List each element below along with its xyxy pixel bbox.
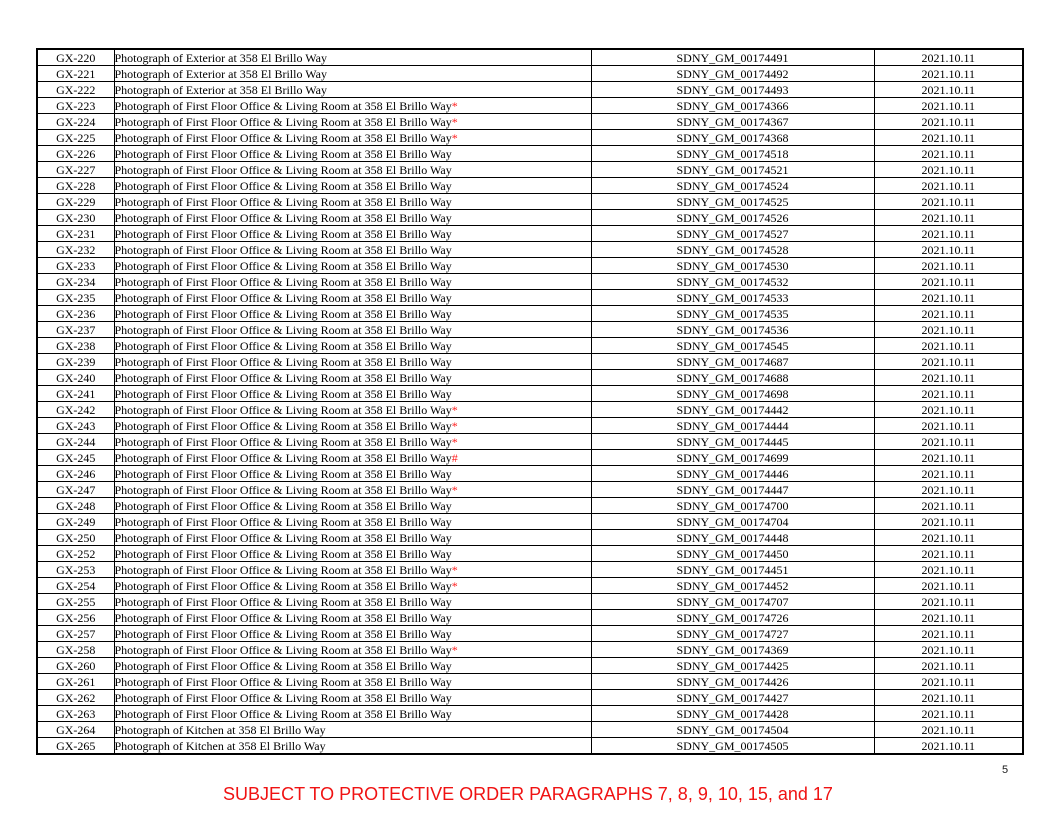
exhibit-id-cell: GX-221 bbox=[37, 66, 114, 82]
exhibit-id-cell: GX-244 bbox=[37, 434, 114, 450]
bates-number-cell: SDNY_GM_00174504 bbox=[591, 722, 874, 738]
table-row bbox=[37, 642, 1023, 658]
bates-number-cell: SDNY_GM_00174700 bbox=[591, 498, 874, 514]
description-cell bbox=[114, 642, 591, 658]
description-cell bbox=[114, 530, 591, 546]
date-cell: 2021.10.11 bbox=[874, 210, 1023, 226]
description-cell bbox=[114, 49, 591, 66]
table-row bbox=[37, 626, 1023, 642]
date-cell: 2021.10.11 bbox=[874, 178, 1023, 194]
description-text: Photograph of First Floor Office & Living Room at 358 El Brillo Way bbox=[114, 370, 452, 385]
table-row bbox=[37, 530, 1023, 546]
description-cell bbox=[114, 386, 591, 402]
table-row bbox=[37, 466, 1023, 482]
description-text: Photograph of First Floor Office & Living Room at 358 El Brillo Way bbox=[114, 674, 452, 689]
bates-number-cell: SDNY_GM_00174442 bbox=[591, 402, 874, 418]
exhibit-id-cell: GX-258 bbox=[37, 642, 114, 658]
description-text: Photograph of First Floor Office & Living Room at 358 El Brillo Way bbox=[114, 194, 452, 209]
exhibit-id-cell: GX-226 bbox=[37, 146, 114, 162]
bates-number-cell: SDNY_GM_00174536 bbox=[591, 322, 874, 338]
bates-number-cell: SDNY_GM_00174446 bbox=[591, 466, 874, 482]
description-text: Photograph of First Floor Office & Living Room at 358 El Brillo Way bbox=[114, 258, 452, 273]
description-text: Photograph of First Floor Office & Living Room at 358 El Brillo Way bbox=[114, 706, 452, 721]
description-text: Photograph of First Floor Office & Living Room at 358 El Brillo Way bbox=[114, 114, 452, 129]
bates-number-cell: SDNY_GM_00174521 bbox=[591, 162, 874, 178]
bates-number-cell: SDNY_GM_00174535 bbox=[591, 306, 874, 322]
description-text: Photograph of First Floor Office & Living Room at 358 El Brillo Way bbox=[114, 466, 452, 481]
table-row bbox=[37, 690, 1023, 706]
bates-number-cell: SDNY_GM_00174492 bbox=[591, 66, 874, 82]
bates-number-cell: SDNY_GM_00174532 bbox=[591, 274, 874, 290]
description-cell bbox=[114, 82, 591, 98]
description-text: Photograph of First Floor Office & Living Room at 358 El Brillo Way bbox=[114, 242, 452, 257]
description-cell bbox=[114, 306, 591, 322]
description-text: Photograph of Exterior at 358 El Brillo Way bbox=[114, 50, 327, 65]
date-cell: 2021.10.11 bbox=[874, 130, 1023, 146]
exhibit-id-cell: GX-231 bbox=[37, 226, 114, 242]
description-text: Photograph of First Floor Office & Living Room at 358 El Brillo Way bbox=[114, 226, 452, 241]
table-row bbox=[37, 49, 1023, 66]
table-row bbox=[37, 594, 1023, 610]
date-cell: 2021.10.11 bbox=[874, 226, 1023, 242]
description-text: Photograph of First Floor Office & Living Room at 358 El Brillo Way bbox=[114, 610, 452, 625]
description-cell bbox=[114, 258, 591, 274]
description-cell bbox=[114, 562, 591, 578]
description-cell bbox=[114, 162, 591, 178]
exhibit-id-cell: GX-237 bbox=[37, 322, 114, 338]
description-text: Photograph of First Floor Office & Living Room at 358 El Brillo Way bbox=[114, 498, 452, 513]
description-cell bbox=[114, 722, 591, 738]
bates-number-cell: SDNY_GM_00174427 bbox=[591, 690, 874, 706]
exhibit-id-cell: GX-262 bbox=[37, 690, 114, 706]
description-cell bbox=[114, 690, 591, 706]
date-cell: 2021.10.11 bbox=[874, 738, 1023, 755]
date-cell: 2021.10.11 bbox=[874, 690, 1023, 706]
table-row bbox=[37, 322, 1023, 338]
table-row bbox=[37, 418, 1023, 434]
description-cell bbox=[114, 626, 591, 642]
date-cell: 2021.10.11 bbox=[874, 498, 1023, 514]
table-row bbox=[37, 210, 1023, 226]
exhibit-id-cell: GX-254 bbox=[37, 578, 114, 594]
description-text: Photograph of First Floor Office & Living Room at 358 El Brillo Way bbox=[114, 130, 452, 145]
date-cell: 2021.10.11 bbox=[874, 146, 1023, 162]
bates-number-cell: SDNY_GM_00174727 bbox=[591, 626, 874, 642]
footnote-mark: * bbox=[451, 482, 458, 497]
description-text: Photograph of First Floor Office & Living Room at 358 El Brillo Way bbox=[114, 290, 452, 305]
description-cell bbox=[114, 594, 591, 610]
exhibit-id-cell: GX-228 bbox=[37, 178, 114, 194]
bates-number-cell: SDNY_GM_00174688 bbox=[591, 370, 874, 386]
description-cell bbox=[114, 338, 591, 354]
description-cell bbox=[114, 482, 591, 498]
table-row bbox=[37, 610, 1023, 626]
description-text: Photograph of Exterior at 358 El Brillo Way bbox=[114, 66, 327, 81]
exhibit-id-cell: GX-232 bbox=[37, 242, 114, 258]
description-cell bbox=[114, 738, 591, 755]
description-text: Photograph of First Floor Office & Living Room at 358 El Brillo Way bbox=[114, 658, 452, 673]
bates-number-cell: SDNY_GM_00174493 bbox=[591, 82, 874, 98]
exhibit-id-cell: GX-242 bbox=[37, 402, 114, 418]
description-cell bbox=[114, 514, 591, 530]
description-cell bbox=[114, 466, 591, 482]
description-text: Photograph of First Floor Office & Living Room at 358 El Brillo Way bbox=[114, 594, 452, 609]
date-cell: 2021.10.11 bbox=[874, 722, 1023, 738]
date-cell: 2021.10.11 bbox=[874, 466, 1023, 482]
table-row bbox=[37, 194, 1023, 210]
exhibit-id-cell: GX-234 bbox=[37, 274, 114, 290]
bates-number-cell: SDNY_GM_00174448 bbox=[591, 530, 874, 546]
date-cell: 2021.10.11 bbox=[874, 162, 1023, 178]
exhibit-id-cell: GX-246 bbox=[37, 466, 114, 482]
date-cell: 2021.10.11 bbox=[874, 674, 1023, 690]
description-text: Photograph of First Floor Office & Living Room at 358 El Brillo Way bbox=[114, 642, 452, 657]
bates-number-cell: SDNY_GM_00174445 bbox=[591, 434, 874, 450]
date-cell: 2021.10.11 bbox=[874, 546, 1023, 562]
date-cell: 2021.10.11 bbox=[874, 338, 1023, 354]
bates-number-cell: SDNY_GM_00174428 bbox=[591, 706, 874, 722]
exhibit-id-cell: GX-241 bbox=[37, 386, 114, 402]
footnote-mark: * bbox=[451, 418, 458, 433]
date-cell: 2021.10.11 bbox=[874, 66, 1023, 82]
description-cell bbox=[114, 402, 591, 418]
description-cell bbox=[114, 66, 591, 82]
footnote-mark: # bbox=[451, 450, 458, 465]
date-cell: 2021.10.11 bbox=[874, 306, 1023, 322]
date-cell: 2021.10.11 bbox=[874, 610, 1023, 626]
exhibit-id-cell: GX-261 bbox=[37, 674, 114, 690]
bates-number-cell: SDNY_GM_00174450 bbox=[591, 546, 874, 562]
bates-number-cell: SDNY_GM_00174524 bbox=[591, 178, 874, 194]
exhibit-id-cell: GX-239 bbox=[37, 354, 114, 370]
date-cell: 2021.10.11 bbox=[874, 354, 1023, 370]
description-text: Photograph of First Floor Office & Living Room at 358 El Brillo Way bbox=[114, 418, 452, 433]
exhibit-id-cell: GX-220 bbox=[37, 49, 114, 66]
bates-number-cell: SDNY_GM_00174505 bbox=[591, 738, 874, 755]
bates-number-cell: SDNY_GM_00174699 bbox=[591, 450, 874, 466]
table-row bbox=[37, 338, 1023, 354]
description-text: Photograph of Kitchen at 358 El Brillo Way bbox=[114, 738, 326, 753]
table-row bbox=[37, 354, 1023, 370]
exhibit-id-cell: GX-222 bbox=[37, 82, 114, 98]
date-cell: 2021.10.11 bbox=[874, 530, 1023, 546]
table-row bbox=[37, 674, 1023, 690]
bates-number-cell: SDNY_GM_00174707 bbox=[591, 594, 874, 610]
bates-number-cell: SDNY_GM_00174698 bbox=[591, 386, 874, 402]
bates-number-cell: SDNY_GM_00174452 bbox=[591, 578, 874, 594]
description-cell bbox=[114, 546, 591, 562]
description-cell bbox=[114, 674, 591, 690]
description-text: Photograph of First Floor Office & Living Room at 358 El Brillo Way bbox=[114, 690, 452, 705]
table-row bbox=[37, 178, 1023, 194]
description-text: Photograph of First Floor Office & Living Room at 358 El Brillo Way bbox=[114, 354, 452, 369]
protective-order-notice: SUBJECT TO PROTECTIVE ORDER PARAGRAPHS 7, 8, 9, 10, 15, and 17 bbox=[223, 784, 833, 804]
date-cell: 2021.10.11 bbox=[874, 434, 1023, 450]
exhibit-id-cell: GX-240 bbox=[37, 370, 114, 386]
bates-number-cell: SDNY_GM_00174447 bbox=[591, 482, 874, 498]
date-cell: 2021.10.11 bbox=[874, 370, 1023, 386]
description-text: Photograph of First Floor Office & Living Room at 358 El Brillo Way bbox=[114, 546, 452, 561]
table-row bbox=[37, 226, 1023, 242]
table-row bbox=[37, 274, 1023, 290]
exhibit-id-cell: GX-260 bbox=[37, 658, 114, 674]
bates-number-cell: SDNY_GM_00174368 bbox=[591, 130, 874, 146]
exhibit-id-cell: GX-264 bbox=[37, 722, 114, 738]
description-cell bbox=[114, 194, 591, 210]
exhibit-id-cell: GX-265 bbox=[37, 738, 114, 755]
table-row bbox=[37, 482, 1023, 498]
page-number: 5 bbox=[1001, 764, 1009, 776]
description-text: Photograph of First Floor Office & Living Room at 358 El Brillo Way bbox=[114, 162, 452, 177]
date-cell: 2021.10.11 bbox=[874, 274, 1023, 290]
description-cell bbox=[114, 370, 591, 386]
footnote-mark: * bbox=[451, 130, 458, 145]
description-text: Photograph of First Floor Office & Living Room at 358 El Brillo Way bbox=[114, 146, 452, 161]
footnote-mark: * bbox=[451, 562, 458, 577]
bates-number-cell: SDNY_GM_00174518 bbox=[591, 146, 874, 162]
footnote-mark: * bbox=[451, 642, 458, 657]
exhibit-id-cell: GX-229 bbox=[37, 194, 114, 210]
table-row bbox=[37, 114, 1023, 130]
exhibit-table-body bbox=[37, 49, 1023, 754]
footnote-mark: * bbox=[451, 434, 458, 449]
bates-number-cell: SDNY_GM_00174530 bbox=[591, 258, 874, 274]
table-row bbox=[37, 306, 1023, 322]
date-cell: 2021.10.11 bbox=[874, 49, 1023, 66]
table-row bbox=[37, 162, 1023, 178]
table-row bbox=[37, 706, 1023, 722]
description-text: Photograph of Kitchen at 358 El Brillo Way bbox=[114, 722, 326, 737]
table-row bbox=[37, 738, 1023, 755]
description-cell bbox=[114, 498, 591, 514]
description-text: Photograph of First Floor Office & Living Room at 358 El Brillo Way bbox=[114, 530, 452, 545]
exhibit-id-cell: GX-225 bbox=[37, 130, 114, 146]
description-text: Photograph of First Floor Office & Living Room at 358 El Brillo Way bbox=[114, 402, 452, 417]
date-cell: 2021.10.11 bbox=[874, 642, 1023, 658]
table-row bbox=[37, 514, 1023, 530]
description-cell bbox=[114, 450, 591, 466]
description-cell bbox=[114, 354, 591, 370]
table-row bbox=[37, 386, 1023, 402]
exhibit-id-cell: GX-243 bbox=[37, 418, 114, 434]
exhibit-id-cell: GX-227 bbox=[37, 162, 114, 178]
date-cell: 2021.10.11 bbox=[874, 658, 1023, 674]
date-cell: 2021.10.11 bbox=[874, 562, 1023, 578]
date-cell: 2021.10.11 bbox=[874, 290, 1023, 306]
date-cell: 2021.10.11 bbox=[874, 82, 1023, 98]
table-row bbox=[37, 450, 1023, 466]
footnote-mark: * bbox=[451, 578, 458, 593]
bates-number-cell: SDNY_GM_00174525 bbox=[591, 194, 874, 210]
description-text: Photograph of First Floor Office & Living Room at 358 El Brillo Way bbox=[114, 98, 452, 113]
table-row bbox=[37, 434, 1023, 450]
date-cell: 2021.10.11 bbox=[874, 386, 1023, 402]
table-row bbox=[37, 498, 1023, 514]
description-cell bbox=[114, 658, 591, 674]
footnote-mark: * bbox=[451, 402, 458, 417]
exhibit-id-cell: GX-223 bbox=[37, 98, 114, 114]
date-cell: 2021.10.11 bbox=[874, 450, 1023, 466]
description-text: Photograph of First Floor Office & Living Room at 358 El Brillo Way bbox=[114, 482, 452, 497]
date-cell: 2021.10.11 bbox=[874, 322, 1023, 338]
date-cell: 2021.10.11 bbox=[874, 114, 1023, 130]
description-text: Photograph of First Floor Office & Living Room at 358 El Brillo Way bbox=[114, 322, 452, 337]
description-text: Photograph of First Floor Office & Living Room at 358 El Brillo Way bbox=[114, 562, 452, 577]
table-row bbox=[37, 130, 1023, 146]
exhibit-id-cell: GX-253 bbox=[37, 562, 114, 578]
date-cell: 2021.10.11 bbox=[874, 418, 1023, 434]
description-text: Photograph of First Floor Office & Living Room at 358 El Brillo Way bbox=[114, 626, 452, 641]
table-row bbox=[37, 242, 1023, 258]
description-cell bbox=[114, 610, 591, 626]
exhibit-id-cell: GX-238 bbox=[37, 338, 114, 354]
exhibit-id-cell: GX-250 bbox=[37, 530, 114, 546]
description-text: Photograph of First Floor Office & Living Room at 358 El Brillo Way bbox=[114, 434, 452, 449]
description-text: Photograph of First Floor Office & Living Room at 358 El Brillo Way bbox=[114, 386, 452, 401]
bates-number-cell: SDNY_GM_00174704 bbox=[591, 514, 874, 530]
date-cell: 2021.10.11 bbox=[874, 482, 1023, 498]
description-cell bbox=[114, 226, 591, 242]
exhibit-id-cell: GX-236 bbox=[37, 306, 114, 322]
footnote-mark: * bbox=[451, 114, 458, 129]
bates-number-cell: SDNY_GM_00174366 bbox=[591, 98, 874, 114]
bates-number-cell: SDNY_GM_00174369 bbox=[591, 642, 874, 658]
date-cell: 2021.10.11 bbox=[874, 258, 1023, 274]
description-text: Photograph of First Floor Office & Living Room at 358 El Brillo Way bbox=[114, 514, 452, 529]
table-row bbox=[37, 258, 1023, 274]
bates-number-cell: SDNY_GM_00174491 bbox=[591, 49, 874, 66]
bates-number-cell: SDNY_GM_00174545 bbox=[591, 338, 874, 354]
bates-number-cell: SDNY_GM_00174444 bbox=[591, 418, 874, 434]
date-cell: 2021.10.11 bbox=[874, 194, 1023, 210]
date-cell: 2021.10.11 bbox=[874, 578, 1023, 594]
description-cell bbox=[114, 114, 591, 130]
exhibit-id-cell: GX-263 bbox=[37, 706, 114, 722]
table-row bbox=[37, 370, 1023, 386]
bates-number-cell: SDNY_GM_00174426 bbox=[591, 674, 874, 690]
description-text: Photograph of First Floor Office & Living Room at 358 El Brillo Way bbox=[114, 450, 452, 465]
bates-number-cell: SDNY_GM_00174687 bbox=[591, 354, 874, 370]
description-cell bbox=[114, 146, 591, 162]
description-cell bbox=[114, 274, 591, 290]
bates-number-cell: SDNY_GM_00174367 bbox=[591, 114, 874, 130]
exhibit-id-cell: GX-235 bbox=[37, 290, 114, 306]
description-text: Photograph of Exterior at 358 El Brillo Way bbox=[114, 82, 327, 97]
description-cell bbox=[114, 290, 591, 306]
bates-number-cell: SDNY_GM_00174526 bbox=[591, 210, 874, 226]
description-text: Photograph of First Floor Office & Living Room at 358 El Brillo Way bbox=[114, 178, 452, 193]
bates-number-cell: SDNY_GM_00174726 bbox=[591, 610, 874, 626]
description-cell bbox=[114, 706, 591, 722]
exhibit-id-cell: GX-224 bbox=[37, 114, 114, 130]
table-row bbox=[37, 562, 1023, 578]
description-cell bbox=[114, 242, 591, 258]
date-cell: 2021.10.11 bbox=[874, 98, 1023, 114]
date-cell: 2021.10.11 bbox=[874, 706, 1023, 722]
date-cell: 2021.10.11 bbox=[874, 626, 1023, 642]
bates-number-cell: SDNY_GM_00174425 bbox=[591, 658, 874, 674]
table-row bbox=[37, 402, 1023, 418]
bates-number-cell: SDNY_GM_00174527 bbox=[591, 226, 874, 242]
table-row bbox=[37, 658, 1023, 674]
description-cell bbox=[114, 578, 591, 594]
table-row bbox=[37, 146, 1023, 162]
exhibit-id-cell: GX-245 bbox=[37, 450, 114, 466]
description-text: Photograph of First Floor Office & Living Room at 358 El Brillo Way bbox=[114, 578, 452, 593]
exhibit-id-cell: GX-257 bbox=[37, 626, 114, 642]
exhibit-id-cell: GX-255 bbox=[37, 594, 114, 610]
table-row bbox=[37, 722, 1023, 738]
exhibit-id-cell: GX-256 bbox=[37, 610, 114, 626]
table-row bbox=[37, 290, 1023, 306]
date-cell: 2021.10.11 bbox=[874, 402, 1023, 418]
exhibit-id-cell: GX-233 bbox=[37, 258, 114, 274]
table-row bbox=[37, 546, 1023, 562]
table-row bbox=[37, 66, 1023, 82]
bates-number-cell: SDNY_GM_00174451 bbox=[591, 562, 874, 578]
bates-number-cell: SDNY_GM_00174533 bbox=[591, 290, 874, 306]
date-cell: 2021.10.11 bbox=[874, 514, 1023, 530]
description-text: Photograph of First Floor Office & Living Room at 358 El Brillo Way bbox=[114, 306, 452, 321]
description-cell bbox=[114, 98, 591, 114]
description-cell bbox=[114, 178, 591, 194]
description-cell bbox=[114, 434, 591, 450]
description-cell bbox=[114, 322, 591, 338]
exhibit-id-cell: GX-230 bbox=[37, 210, 114, 226]
exhibit-id-cell: GX-247 bbox=[37, 482, 114, 498]
exhibit-id-cell: GX-248 bbox=[37, 498, 114, 514]
date-cell: 2021.10.11 bbox=[874, 242, 1023, 258]
description-text: Photograph of First Floor Office & Living Room at 358 El Brillo Way bbox=[114, 274, 452, 289]
table-row bbox=[37, 98, 1023, 114]
footnote-mark: * bbox=[451, 98, 458, 113]
exhibit-table bbox=[36, 48, 1024, 755]
exhibit-id-cell: GX-252 bbox=[37, 546, 114, 562]
table-row bbox=[37, 578, 1023, 594]
description-text: Photograph of First Floor Office & Living Room at 358 El Brillo Way bbox=[114, 210, 452, 225]
description-text: Photograph of First Floor Office & Living Room at 358 El Brillo Way bbox=[114, 338, 452, 353]
bates-number-cell: SDNY_GM_00174528 bbox=[591, 242, 874, 258]
exhibit-id-cell: GX-249 bbox=[37, 514, 114, 530]
description-cell bbox=[114, 210, 591, 226]
description-cell bbox=[114, 418, 591, 434]
table-row bbox=[37, 82, 1023, 98]
description-cell bbox=[114, 130, 591, 146]
date-cell: 2021.10.11 bbox=[874, 594, 1023, 610]
